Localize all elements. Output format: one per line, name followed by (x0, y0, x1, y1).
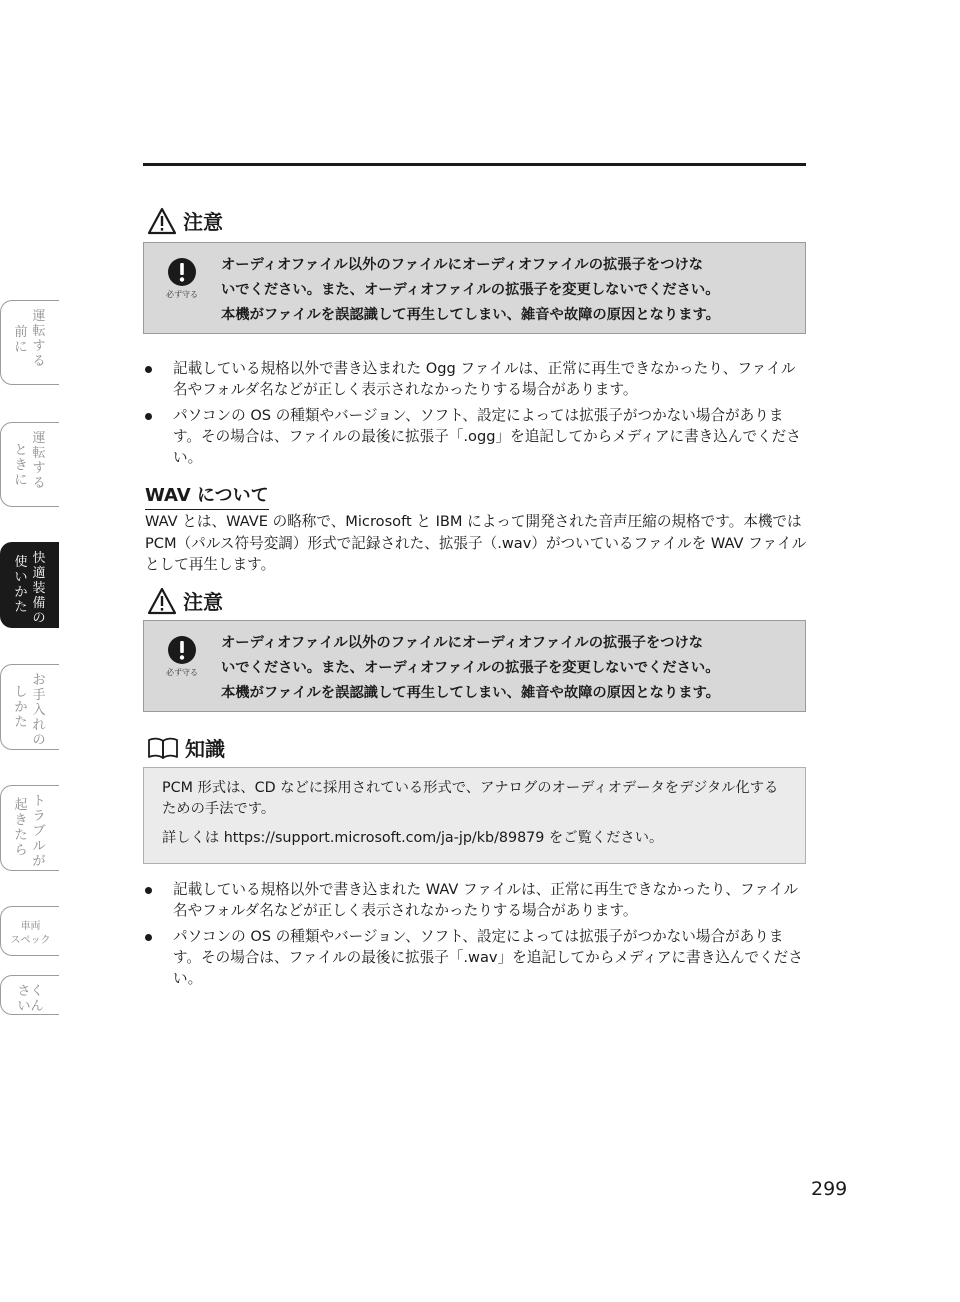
tab-vehicle-specs[interactable]: 車両 スペック (0, 906, 59, 956)
caution-text: オーディオファイル以外のファイルにオーディオファイルの拡張子をつけな いでください。また、オーディオファイルの拡張子を変更しないでください。 本機がファイルを誤認識して再生してしまい、雑音や故障の原因となります。 (221, 257, 720, 323)
knowledge-title: 知識 (185, 737, 225, 761)
book-icon (147, 736, 179, 760)
exclamation-circle-icon (167, 635, 197, 665)
list-item: 記載している規格以外で書き込まれた Ogg ファイルは、正常に再生できなかったり、ファイル名やフォルダ名などが正しく表示されなかったりする場合があります。 (143, 358, 806, 400)
must-do (164, 257, 200, 300)
tab-index[interactable]: さく いん (0, 975, 59, 1015)
tab-before-driving[interactable]: 運 転 す る 前 に (0, 300, 59, 385)
tab-maintenance[interactable]: お 手 入 れ の し か た (0, 664, 59, 750)
knowledge-paragraph: PCM 形式は、CD などに採用されている形式で、アナログのオーディオデータをデジタル化するための手法です。 (162, 780, 779, 817)
page-number: 299 (811, 1178, 848, 1200)
list-item: パソコンの OS の種類やバージョン、ソフト、設定によっては拡張子がつかない場合があります。その場合は、ファイルの最後に拡張子「.wav」を追記してからメディアに書き込んでください。 (143, 926, 806, 989)
tab-while-driving[interactable]: 運 転 す る と き に (0, 422, 59, 507)
knowledge-paragraph: 詳しくは https://support.microsoft.com/ja-jp/kb/89879 をご覧ください。 (162, 830, 664, 846)
list-item: パソコンの OS の種類やバージョン、ソフト、設定によっては拡張子がつかない場合があります。その場合は、ファイルの最後に拡張子「.ogg」を追記してからメディアに書き込んでください。 (143, 405, 806, 468)
caution-title: 注意 (183, 210, 223, 234)
knowledge-box (143, 767, 806, 864)
must-do-label: 必ず守る (166, 290, 198, 299)
must-do (164, 635, 200, 678)
caution-heading (147, 206, 223, 235)
tab-comfort-equipment[interactable]: 快 適 装 備 の 使 い か た (0, 542, 59, 628)
warning-triangle-icon (147, 207, 177, 235)
wav-heading: WAV について (145, 481, 269, 510)
knowledge-heading (147, 733, 225, 762)
caution-title: 注意 (183, 590, 223, 614)
caution-text: オーディオファイル以外のファイルにオーディオファイルの拡張子をつけな いでください。また、オーディオファイルの拡張子を変更しないでください。 本機がファイルを誤認識して再生してしまい、雑音や故障の原因となります。 (221, 635, 720, 701)
list-item: 記載している規格以外で書き込まれた WAV ファイルは、正常に再生できなかったり、ファイル名やフォルダ名などが正しく表示されなかったりする場合があります。 (143, 879, 806, 921)
caution-heading (147, 586, 223, 615)
ogg-bullet-list (143, 358, 806, 473)
tab-troubleshooting[interactable]: ト ラ ブ ル が 起 き た ら (0, 785, 59, 871)
top-rule (143, 163, 806, 166)
caution-box (143, 242, 806, 334)
exclamation-circle-icon (167, 257, 197, 287)
warning-triangle-icon (147, 587, 177, 615)
wav-bullet-list (143, 879, 806, 994)
must-do-label: 必ず守る (166, 668, 198, 677)
caution-box (143, 620, 806, 712)
wav-paragraph: WAV とは、WAVE の略称で、Microsoft と IBM によって開発された音声圧縮の規格です。本機では PCM（パルス符号変調）形式で記録された、拡張子（.wav）がついているファイルを WAV ファイルとして再生します。 (145, 513, 807, 573)
